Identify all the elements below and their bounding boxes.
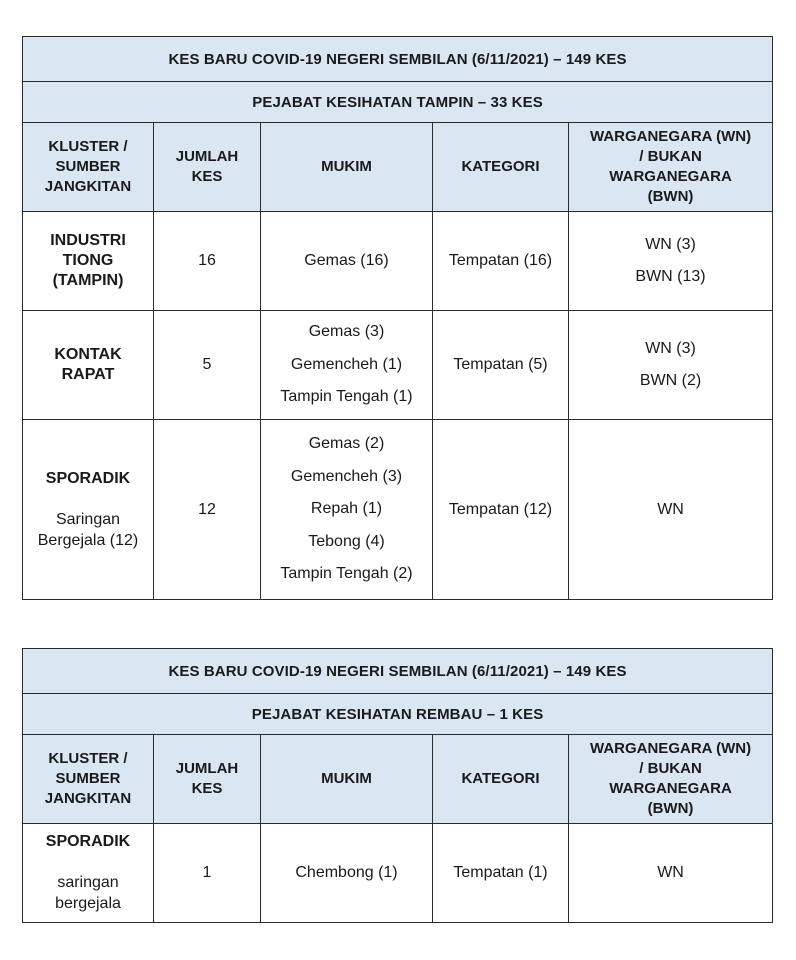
header-mukim: MUKIM (261, 123, 433, 212)
wn-cell: WN (569, 420, 773, 600)
header-jumlah: JUMLAH KES (154, 123, 261, 212)
kategori-cell: Tempatan (5) (433, 311, 569, 420)
jumlah-cell: 16 (154, 212, 261, 311)
wn-cell: WN (569, 824, 773, 923)
kategori-cell: Tempatan (12) (433, 420, 569, 600)
table-row (23, 311, 773, 420)
kluster-cell: INDUSTRI TIONG (TAMPIN) (23, 212, 154, 311)
table-title: KES BARU COVID-19 NEGERI SEMBILAN (6/11/2021) – 149 KES (23, 649, 773, 694)
table-tampin (22, 36, 773, 600)
wn-cell: WN (3) BWN (13) (569, 212, 773, 311)
table-subtitle-row (23, 82, 773, 123)
mukim-cell: Chembong (1) (261, 824, 433, 923)
table-row (23, 212, 773, 311)
table-row (23, 420, 773, 600)
jumlah-cell: 5 (154, 311, 261, 420)
header-row (23, 735, 773, 824)
table-subtitle: PEJABAT KESIHATAN TAMPIN – 33 KES (23, 82, 773, 123)
wn-cell: WN (3) BWN (2) (569, 311, 773, 420)
header-kategori: KATEGORI (433, 123, 569, 212)
kategori-cell: Tempatan (16) (433, 212, 569, 311)
table-subtitle-row (23, 694, 773, 735)
header-kategori: KATEGORI (433, 735, 569, 824)
jumlah-cell: 1 (154, 824, 261, 923)
header-kluster: KLUSTER / SUMBER JANGKITAN (23, 735, 154, 824)
jumlah-cell: 12 (154, 420, 261, 600)
kluster-cell: SPORADIK Saringan Bergejala (12) (23, 420, 154, 600)
header-warganegara: WARGANEGARA (WN) / BUKAN WARGANEGARA (BWN) (569, 123, 773, 212)
header-jumlah: JUMLAH KES (154, 735, 261, 824)
mukim-cell: Gemas (3) Gemencheh (1) Tampin Tengah (1) (261, 311, 433, 420)
table-row (23, 824, 773, 923)
mukim-cell: Gemas (2) Gemencheh (3) Repah (1) Tebong (4) Tampin Tengah (2) (261, 420, 433, 600)
table-subtitle: PEJABAT KESIHATAN REMBAU – 1 KES (23, 694, 773, 735)
kluster-cell: SPORADIK saringan bergejala (23, 824, 154, 923)
mukim-cell: Gemas (16) (261, 212, 433, 311)
kategori-cell: Tempatan (1) (433, 824, 569, 923)
header-warganegara: WARGANEGARA (WN) / BUKAN WARGANEGARA (BWN) (569, 735, 773, 824)
header-mukim: MUKIM (261, 735, 433, 824)
table-rembau (22, 648, 773, 923)
kluster-cell: KONTAK RAPAT (23, 311, 154, 420)
table-title-row (23, 649, 773, 694)
table-title-row (23, 37, 773, 82)
table-title: KES BARU COVID-19 NEGERI SEMBILAN (6/11/2021) – 149 KES (23, 37, 773, 82)
header-kluster: KLUSTER / SUMBER JANGKITAN (23, 123, 154, 212)
header-row (23, 123, 773, 212)
